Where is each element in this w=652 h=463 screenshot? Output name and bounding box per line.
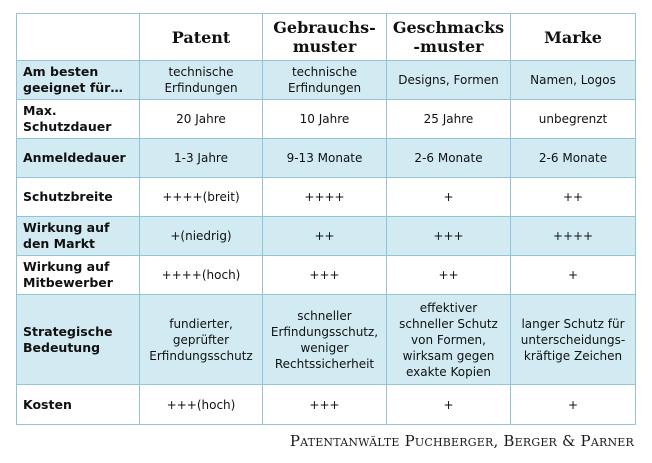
table-cell: 25 Jahre [387,100,511,139]
table-row-wirkung-markt [17,217,636,256]
row-label-wirkung-mitbewerber: Wirkung auf Mitbewerber [17,256,140,295]
table-cell: + [511,385,636,425]
table-row-kosten [17,385,636,425]
table-cell: + [387,178,511,217]
table-cell: 2-6 Monate [511,139,636,178]
table-cell: unbegrenzt [511,100,636,139]
ip-rights-comparison-table [16,13,636,425]
table-cell: technische Erfindungen [140,61,263,100]
table-cell: ++ [511,178,636,217]
table-cell: schneller Erfindungsschutz, weniger Rechtssicherheit [263,295,387,385]
table-cell: +++(hoch) [140,385,263,425]
table-cell: + [511,256,636,295]
table-cell: ++ [263,217,387,256]
table-cell: technische Erfindungen [263,61,387,100]
row-label-anmeldedauer: Anmeldedauer [17,139,140,178]
corner-cell [17,14,140,61]
table-cell: +(niedrig) [140,217,263,256]
row-label-kosten: Kosten [17,385,140,425]
table-row-anmeldedauer [17,139,636,178]
column-header-geschmacksmuster: Geschmacks -muster [387,14,511,61]
table-cell: 2-6 Monate [387,139,511,178]
table-cell: 9-13 Monate [263,139,387,178]
table-cell: + [387,385,511,425]
row-label-schutzdauer: Max. Schutzdauer [17,100,140,139]
table-cell: 1-3 Jahre [140,139,263,178]
table-row-geeignet [17,61,636,100]
table-cell: +++ [387,217,511,256]
table-cell: ++++ [511,217,636,256]
table-cell: ++++ [263,178,387,217]
table-cell: +++ [263,385,387,425]
column-header-gebrauchsmuster: Gebrauchs- muster [263,14,387,61]
column-header-patent: Patent [140,14,263,61]
row-label-geeignet: Am besten geeignet für… [17,61,140,100]
table-cell: ++ [387,256,511,295]
table-row-schutzdauer [17,100,636,139]
table-cell: Namen, Logos [511,61,636,100]
table-row-strategische-bedeutung [17,295,636,385]
table-cell: ++++(hoch) [140,256,263,295]
table-cell: ++++(breit) [140,178,263,217]
table-cell: fundierter, geprüfter Erfindungsschutz [140,295,263,385]
row-label-schutzbreite: Schutzbreite [17,178,140,217]
table-cell: langer Schutz für unterscheidungs- kräftige Zeichen [511,295,636,385]
table-cell: +++ [263,256,387,295]
row-label-strategische-bedeutung: Strategische Bedeutung [17,295,140,385]
table-cell: 10 Jahre [263,100,387,139]
table-cell: effektiver schneller Schutz von Formen, wirksam gegen exakte Kopien [387,295,511,385]
table-row-wirkung-mitbewerber [17,256,636,295]
table-cell: 20 Jahre [140,100,263,139]
firm-name: Patentanwälte Puchberger, Berger & Parner [289,432,634,450]
column-header-marke: Marke [511,14,636,61]
header-row [17,14,636,61]
table-row-schutzbreite [17,178,636,217]
table-cell: Designs, Formen [387,61,511,100]
row-label-wirkung-markt: Wirkung auf den Markt [17,217,140,256]
